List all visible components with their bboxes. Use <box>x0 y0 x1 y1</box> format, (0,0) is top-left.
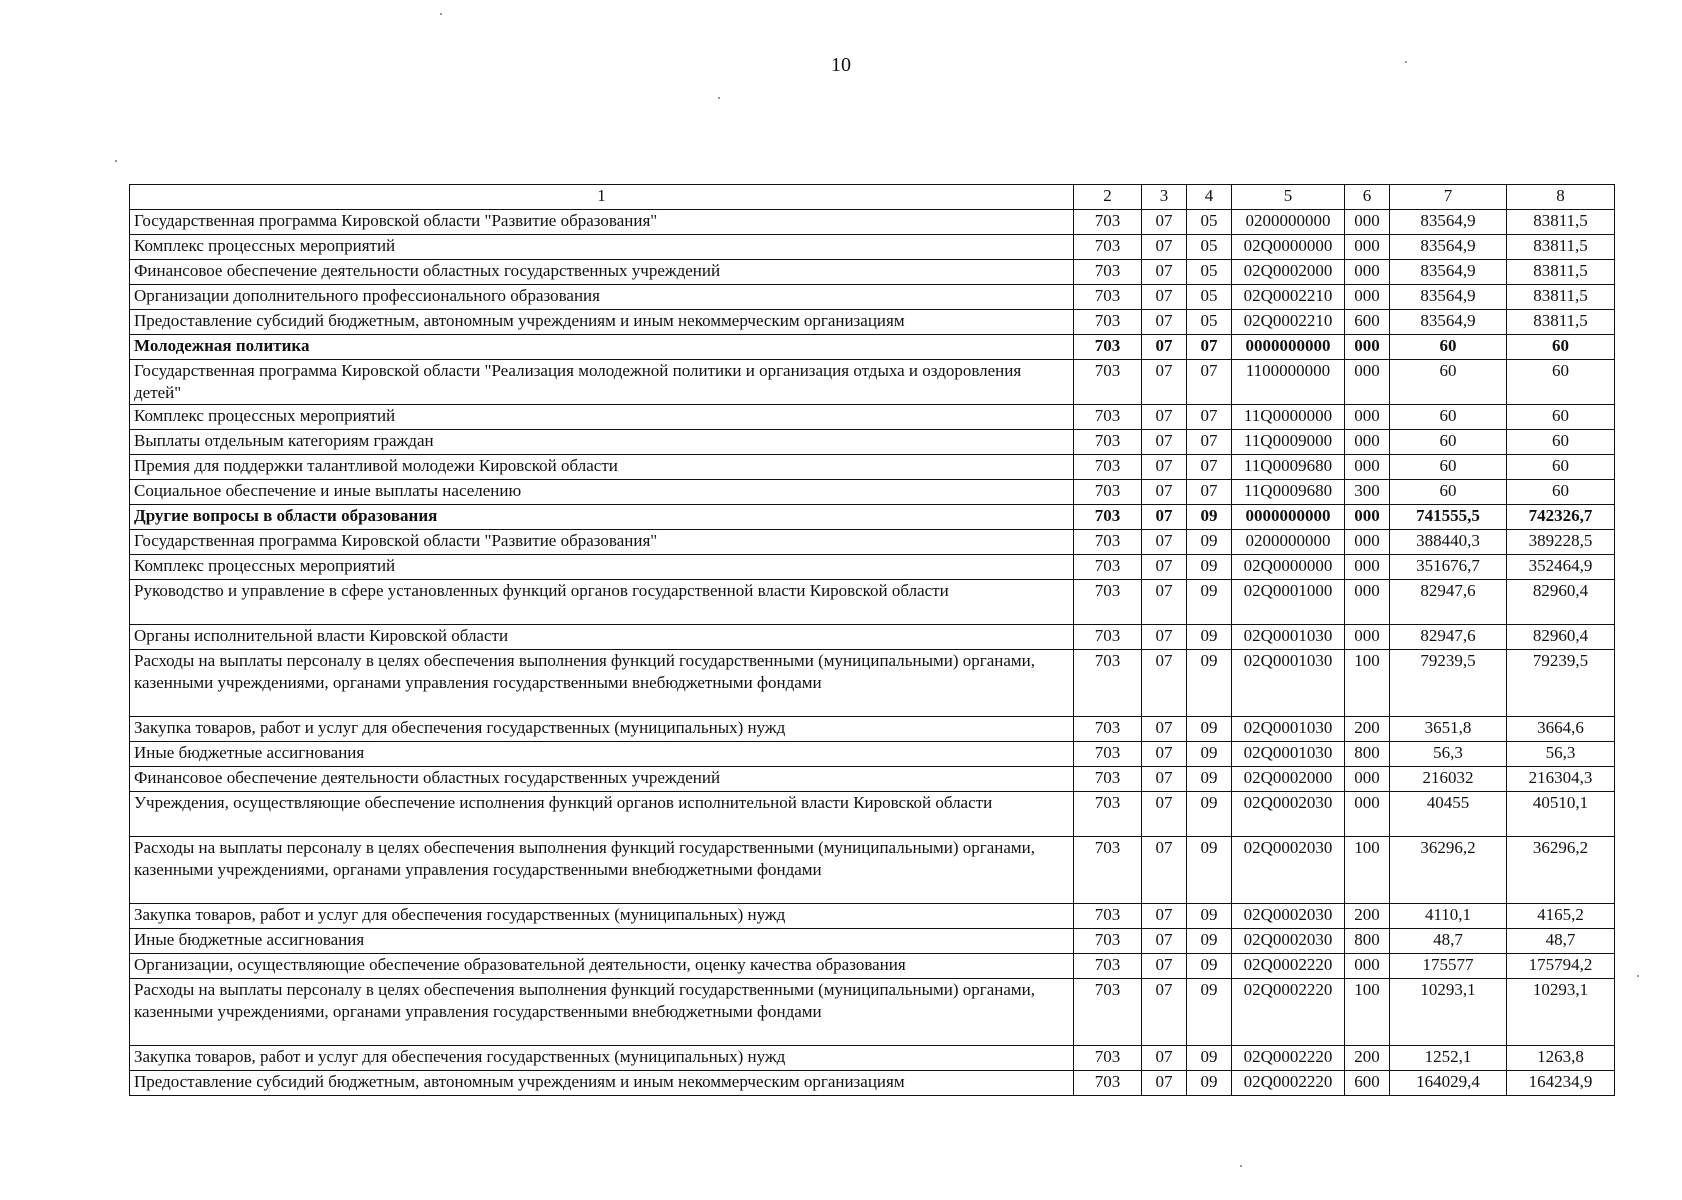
table-row <box>130 235 1615 260</box>
row-name-cell: Закупка товаров, работ и услуг для обеспечения государственных (муниципальных) нужд <box>130 717 1074 742</box>
amount-year1-cell: 60 <box>1390 405 1507 430</box>
section-cell: 07 <box>1142 904 1187 929</box>
expense-type-cell: 600 <box>1345 1071 1390 1096</box>
ministry-code-cell: 703 <box>1074 742 1142 767</box>
amount-year1-cell: 741555,5 <box>1390 505 1507 530</box>
amount-year1-cell: 83564,9 <box>1390 260 1507 285</box>
row-name-cell: Государственная программа Кировской области "Реализация молодежной политики и организация отдыха и оздоровления детей" <box>130 360 1074 405</box>
amount-year1-cell: 60 <box>1390 455 1507 480</box>
section-cell: 07 <box>1142 335 1187 360</box>
row-name-cell: Расходы на выплаты персоналу в целях обеспечения выполнения функций государственными (муниципальными) органами, казенными учреждениями, органами управления государственными внебюджетными фондами <box>130 650 1074 717</box>
amount-year2-cell: 83811,5 <box>1507 310 1615 335</box>
amount-year2-cell: 742326,7 <box>1507 505 1615 530</box>
ministry-code-cell: 703 <box>1074 505 1142 530</box>
expense-type-cell: 000 <box>1345 260 1390 285</box>
row-name-cell: Организации, осуществляющие обеспечение образовательной деятельности, оценку качества образования <box>130 954 1074 979</box>
column-header: 3 <box>1142 185 1187 210</box>
expense-type-cell: 100 <box>1345 837 1390 904</box>
section-cell: 07 <box>1142 1071 1187 1096</box>
amount-year2-cell: 79239,5 <box>1507 650 1615 717</box>
table-row <box>130 904 1615 929</box>
target-article-cell: 02Q0001030 <box>1232 625 1345 650</box>
target-article-cell: 02Q0002220 <box>1232 979 1345 1046</box>
amount-year1-cell: 164029,4 <box>1390 1071 1507 1096</box>
expense-type-cell: 100 <box>1345 979 1390 1046</box>
subsection-cell: 09 <box>1187 505 1232 530</box>
target-article-cell: 02Q0002000 <box>1232 767 1345 792</box>
subsection-cell: 05 <box>1187 285 1232 310</box>
table-row <box>130 530 1615 555</box>
table-row <box>130 650 1615 717</box>
table-row <box>130 717 1615 742</box>
section-cell: 07 <box>1142 929 1187 954</box>
table-row <box>130 580 1615 625</box>
target-article-cell: 02Q0002030 <box>1232 904 1345 929</box>
amount-year2-cell: 175794,2 <box>1507 954 1615 979</box>
ministry-code-cell: 703 <box>1074 650 1142 717</box>
table-row <box>130 335 1615 360</box>
target-article-cell: 11Q0009680 <box>1232 455 1345 480</box>
table-row <box>130 360 1615 405</box>
subsection-cell: 09 <box>1187 929 1232 954</box>
table-row <box>130 792 1615 837</box>
ministry-code-cell: 703 <box>1074 285 1142 310</box>
expense-type-cell: 000 <box>1345 954 1390 979</box>
section-cell: 07 <box>1142 210 1187 235</box>
amount-year2-cell: 216304,3 <box>1507 767 1615 792</box>
target-article-cell: 1100000000 <box>1232 360 1345 405</box>
page-number: 10 <box>831 54 851 76</box>
section-cell: 07 <box>1142 1046 1187 1071</box>
ministry-code-cell: 703 <box>1074 555 1142 580</box>
ministry-code-cell: 703 <box>1074 767 1142 792</box>
amount-year2-cell: 3664,6 <box>1507 717 1615 742</box>
amount-year1-cell: 351676,7 <box>1390 555 1507 580</box>
ministry-code-cell: 703 <box>1074 717 1142 742</box>
row-name-cell: Иные бюджетные ассигнования <box>130 929 1074 954</box>
amount-year1-cell: 10293,1 <box>1390 979 1507 1046</box>
ministry-code-cell: 703 <box>1074 235 1142 260</box>
ministry-code-cell: 703 <box>1074 360 1142 405</box>
column-header: 6 <box>1345 185 1390 210</box>
row-name-cell: Финансовое обеспечение деятельности областных государственных учреждений <box>130 767 1074 792</box>
amount-year2-cell: 40510,1 <box>1507 792 1615 837</box>
section-cell: 07 <box>1142 360 1187 405</box>
ministry-code-cell: 703 <box>1074 625 1142 650</box>
amount-year2-cell: 36296,2 <box>1507 837 1615 904</box>
target-article-cell: 0200000000 <box>1232 210 1345 235</box>
expense-type-cell: 000 <box>1345 555 1390 580</box>
budget-table <box>129 184 1615 1096</box>
section-cell: 07 <box>1142 650 1187 717</box>
amount-year1-cell: 83564,9 <box>1390 235 1507 260</box>
section-cell: 07 <box>1142 767 1187 792</box>
table-row <box>130 979 1615 1046</box>
expense-type-cell: 000 <box>1345 767 1390 792</box>
subsection-cell: 09 <box>1187 954 1232 979</box>
ministry-code-cell: 703 <box>1074 1046 1142 1071</box>
table-row <box>130 742 1615 767</box>
table-row <box>130 260 1615 285</box>
section-cell: 07 <box>1142 625 1187 650</box>
subsection-cell: 09 <box>1187 717 1232 742</box>
subsection-cell: 09 <box>1187 1046 1232 1071</box>
ministry-code-cell: 703 <box>1074 530 1142 555</box>
amount-year2-cell: 60 <box>1507 455 1615 480</box>
amount-year1-cell: 175577 <box>1390 954 1507 979</box>
ministry-code-cell: 703 <box>1074 904 1142 929</box>
expense-type-cell: 000 <box>1345 580 1390 625</box>
row-name-cell: Закупка товаров, работ и услуг для обеспечения государственных (муниципальных) нужд <box>130 904 1074 929</box>
section-cell: 07 <box>1142 310 1187 335</box>
ministry-code-cell: 703 <box>1074 430 1142 455</box>
subsection-cell: 07 <box>1187 335 1232 360</box>
amount-year2-cell: 60 <box>1507 430 1615 455</box>
target-article-cell: 02Q0002220 <box>1232 1046 1345 1071</box>
section-cell: 07 <box>1142 405 1187 430</box>
ministry-code-cell: 703 <box>1074 792 1142 837</box>
target-article-cell: 02Q0002000 <box>1232 260 1345 285</box>
table-row <box>130 505 1615 530</box>
subsection-cell: 07 <box>1187 430 1232 455</box>
amount-year1-cell: 40455 <box>1390 792 1507 837</box>
ministry-code-cell: 703 <box>1074 837 1142 904</box>
row-name-cell: Комплекс процессных мероприятий <box>130 405 1074 430</box>
ministry-code-cell: 703 <box>1074 210 1142 235</box>
table-row <box>130 310 1615 335</box>
amount-year1-cell: 60 <box>1390 335 1507 360</box>
ministry-code-cell: 703 <box>1074 335 1142 360</box>
table-row <box>130 1046 1615 1071</box>
ministry-code-cell: 703 <box>1074 405 1142 430</box>
target-article-cell: 11Q0009000 <box>1232 430 1345 455</box>
row-name-cell: Молодежная политика <box>130 335 1074 360</box>
expense-type-cell: 600 <box>1345 310 1390 335</box>
expense-type-cell: 200 <box>1345 904 1390 929</box>
section-cell: 07 <box>1142 530 1187 555</box>
subsection-cell: 07 <box>1187 405 1232 430</box>
column-header: 7 <box>1390 185 1507 210</box>
amount-year2-cell: 82960,4 <box>1507 580 1615 625</box>
amount-year1-cell: 60 <box>1390 480 1507 505</box>
row-name-cell: Финансовое обеспечение деятельности областных государственных учреждений <box>130 260 1074 285</box>
target-article-cell: 11Q0009680 <box>1232 480 1345 505</box>
table-row <box>130 430 1615 455</box>
ministry-code-cell: 703 <box>1074 260 1142 285</box>
row-name-cell: Социальное обеспечение и иные выплаты населению <box>130 480 1074 505</box>
amount-year2-cell: 83811,5 <box>1507 235 1615 260</box>
amount-year1-cell: 1252,1 <box>1390 1046 1507 1071</box>
scan-speck <box>1405 61 1407 63</box>
section-cell: 07 <box>1142 979 1187 1046</box>
expense-type-cell: 000 <box>1345 455 1390 480</box>
section-cell: 07 <box>1142 260 1187 285</box>
row-name-cell: Государственная программа Кировской области "Развитие образования" <box>130 530 1074 555</box>
section-cell: 07 <box>1142 792 1187 837</box>
subsection-cell: 07 <box>1187 455 1232 480</box>
amount-year1-cell: 83564,9 <box>1390 285 1507 310</box>
subsection-cell: 05 <box>1187 235 1232 260</box>
section-cell: 07 <box>1142 717 1187 742</box>
amount-year1-cell: 216032 <box>1390 767 1507 792</box>
row-name-cell: Комплекс процессных мероприятий <box>130 235 1074 260</box>
target-article-cell: 02Q0001030 <box>1232 742 1345 767</box>
amount-year2-cell: 83811,5 <box>1507 210 1615 235</box>
subsection-cell: 07 <box>1187 480 1232 505</box>
expense-type-cell: 200 <box>1345 717 1390 742</box>
row-name-cell: Предоставление субсидий бюджетным, автономным учреждениям и иным некоммерческим организациям <box>130 310 1074 335</box>
amount-year1-cell: 388440,3 <box>1390 530 1507 555</box>
amount-year1-cell: 60 <box>1390 360 1507 405</box>
target-article-cell: 02Q0002030 <box>1232 837 1345 904</box>
expense-type-cell: 000 <box>1345 360 1390 405</box>
subsection-cell: 09 <box>1187 767 1232 792</box>
amount-year1-cell: 48,7 <box>1390 929 1507 954</box>
section-cell: 07 <box>1142 285 1187 310</box>
subsection-cell: 05 <box>1187 210 1232 235</box>
row-name-cell: Расходы на выплаты персоналу в целях обеспечения выполнения функций государственными (муниципальными) органами, казенными учреждениями, органами управления государственными внебюджетными фондами <box>130 979 1074 1046</box>
section-cell: 07 <box>1142 430 1187 455</box>
row-name-cell: Выплаты отдельным категориям граждан <box>130 430 1074 455</box>
scan-speck <box>718 97 720 99</box>
expense-type-cell: 000 <box>1345 625 1390 650</box>
target-article-cell: 0200000000 <box>1232 530 1345 555</box>
target-article-cell: 02Q0000000 <box>1232 235 1345 260</box>
amount-year2-cell: 60 <box>1507 405 1615 430</box>
subsection-cell: 09 <box>1187 742 1232 767</box>
row-name-cell: Организации дополнительного профессионального образования <box>130 285 1074 310</box>
scan-speck <box>1240 1165 1242 1167</box>
table-row <box>130 1071 1615 1096</box>
subsection-cell: 09 <box>1187 530 1232 555</box>
table-row <box>130 405 1615 430</box>
expense-type-cell: 000 <box>1345 792 1390 837</box>
expense-type-cell: 000 <box>1345 335 1390 360</box>
target-article-cell: 02Q0002210 <box>1232 285 1345 310</box>
amount-year2-cell: 1263,8 <box>1507 1046 1615 1071</box>
subsection-cell: 09 <box>1187 979 1232 1046</box>
amount-year1-cell: 3651,8 <box>1390 717 1507 742</box>
expense-type-cell: 000 <box>1345 505 1390 530</box>
amount-year1-cell: 56,3 <box>1390 742 1507 767</box>
scan-speck <box>1637 975 1639 977</box>
amount-year2-cell: 352464,9 <box>1507 555 1615 580</box>
ministry-code-cell: 703 <box>1074 455 1142 480</box>
row-name-cell: Комплекс процессных мероприятий <box>130 555 1074 580</box>
ministry-code-cell: 703 <box>1074 979 1142 1046</box>
section-cell: 07 <box>1142 235 1187 260</box>
amount-year1-cell: 83564,9 <box>1390 310 1507 335</box>
row-name-cell: Расходы на выплаты персоналу в целях обеспечения выполнения функций государственными (муниципальными) органами, казенными учреждениями, органами управления государственными внебюджетными фондами <box>130 837 1074 904</box>
scan-speck <box>440 13 442 15</box>
scan-speck <box>115 160 117 162</box>
table-header-row <box>130 185 1615 210</box>
row-name-cell: Закупка товаров, работ и услуг для обеспечения государственных (муниципальных) нужд <box>130 1046 1074 1071</box>
row-name-cell: Органы исполнительной власти Кировской области <box>130 625 1074 650</box>
expense-type-cell: 000 <box>1345 210 1390 235</box>
row-name-cell: Предоставление субсидий бюджетным, автономным учреждениям и иным некоммерческим организациям <box>130 1071 1074 1096</box>
amount-year1-cell: 60 <box>1390 430 1507 455</box>
target-article-cell: 02Q0002210 <box>1232 310 1345 335</box>
expense-type-cell: 800 <box>1345 929 1390 954</box>
amount-year1-cell: 82947,6 <box>1390 625 1507 650</box>
amount-year1-cell: 36296,2 <box>1390 837 1507 904</box>
amount-year2-cell: 83811,5 <box>1507 260 1615 285</box>
subsection-cell: 09 <box>1187 625 1232 650</box>
amount-year1-cell: 82947,6 <box>1390 580 1507 625</box>
amount-year2-cell: 82960,4 <box>1507 625 1615 650</box>
amount-year1-cell: 4110,1 <box>1390 904 1507 929</box>
amount-year2-cell: 389228,5 <box>1507 530 1615 555</box>
target-article-cell: 02Q0001000 <box>1232 580 1345 625</box>
expense-type-cell: 800 <box>1345 742 1390 767</box>
expense-type-cell: 100 <box>1345 650 1390 717</box>
ministry-code-cell: 703 <box>1074 310 1142 335</box>
column-header: 5 <box>1232 185 1345 210</box>
table-row <box>130 210 1615 235</box>
subsection-cell: 05 <box>1187 310 1232 335</box>
row-name-cell: Учреждения, осуществляющие обеспечение исполнения функций органов исполнительной власти Кировской области <box>130 792 1074 837</box>
table-row <box>130 480 1615 505</box>
subsection-cell: 05 <box>1187 260 1232 285</box>
ministry-code-cell: 703 <box>1074 954 1142 979</box>
amount-year2-cell: 48,7 <box>1507 929 1615 954</box>
expense-type-cell: 000 <box>1345 405 1390 430</box>
target-article-cell: 02Q0002030 <box>1232 792 1345 837</box>
subsection-cell: 07 <box>1187 360 1232 405</box>
amount-year2-cell: 4165,2 <box>1507 904 1615 929</box>
amount-year2-cell: 10293,1 <box>1507 979 1615 1046</box>
amount-year1-cell: 79239,5 <box>1390 650 1507 717</box>
section-cell: 07 <box>1142 742 1187 767</box>
subsection-cell: 09 <box>1187 555 1232 580</box>
target-article-cell: 02Q0001030 <box>1232 650 1345 717</box>
table-row <box>130 555 1615 580</box>
subsection-cell: 09 <box>1187 650 1232 717</box>
section-cell: 07 <box>1142 480 1187 505</box>
amount-year2-cell: 164234,9 <box>1507 1071 1615 1096</box>
expense-type-cell: 000 <box>1345 430 1390 455</box>
column-header: 1 <box>130 185 1074 210</box>
target-article-cell: 02Q0002220 <box>1232 954 1345 979</box>
table-row <box>130 837 1615 904</box>
section-cell: 07 <box>1142 455 1187 480</box>
table-row <box>130 455 1615 480</box>
amount-year2-cell: 60 <box>1507 480 1615 505</box>
subsection-cell: 09 <box>1187 1071 1232 1096</box>
table-row <box>130 625 1615 650</box>
table-row <box>130 767 1615 792</box>
amount-year2-cell: 60 <box>1507 335 1615 360</box>
amount-year1-cell: 83564,9 <box>1390 210 1507 235</box>
expense-type-cell: 000 <box>1345 530 1390 555</box>
target-article-cell: 02Q0000000 <box>1232 555 1345 580</box>
target-article-cell: 02Q0001030 <box>1232 717 1345 742</box>
ministry-code-cell: 703 <box>1074 580 1142 625</box>
subsection-cell: 09 <box>1187 904 1232 929</box>
expense-type-cell: 300 <box>1345 480 1390 505</box>
target-article-cell: 02Q0002220 <box>1232 1071 1345 1096</box>
row-name-cell: Иные бюджетные ассигнования <box>130 742 1074 767</box>
expense-type-cell: 200 <box>1345 1046 1390 1071</box>
ministry-code-cell: 703 <box>1074 480 1142 505</box>
amount-year2-cell: 83811,5 <box>1507 285 1615 310</box>
table-body <box>130 185 1615 1096</box>
section-cell: 07 <box>1142 505 1187 530</box>
column-header: 8 <box>1507 185 1615 210</box>
ministry-code-cell: 703 <box>1074 929 1142 954</box>
target-article-cell: 02Q0002030 <box>1232 929 1345 954</box>
subsection-cell: 09 <box>1187 837 1232 904</box>
column-header: 2 <box>1074 185 1142 210</box>
expense-type-cell: 000 <box>1345 235 1390 260</box>
table-row <box>130 929 1615 954</box>
subsection-cell: 09 <box>1187 580 1232 625</box>
ministry-code-cell: 703 <box>1074 1071 1142 1096</box>
section-cell: 07 <box>1142 555 1187 580</box>
amount-year2-cell: 56,3 <box>1507 742 1615 767</box>
target-article-cell: 0000000000 <box>1232 335 1345 360</box>
column-header: 4 <box>1187 185 1232 210</box>
expense-type-cell: 000 <box>1345 285 1390 310</box>
section-cell: 07 <box>1142 837 1187 904</box>
amount-year2-cell: 60 <box>1507 360 1615 405</box>
target-article-cell: 11Q0000000 <box>1232 405 1345 430</box>
row-name-cell: Премия для поддержки талантливой молодежи Кировской области <box>130 455 1074 480</box>
target-article-cell: 0000000000 <box>1232 505 1345 530</box>
row-name-cell: Руководство и управление в сфере установленных функций органов государственной власти Кировской области <box>130 580 1074 625</box>
subsection-cell: 09 <box>1187 792 1232 837</box>
section-cell: 07 <box>1142 954 1187 979</box>
table-row <box>130 285 1615 310</box>
row-name-cell: Государственная программа Кировской области "Развитие образования" <box>130 210 1074 235</box>
table-row <box>130 954 1615 979</box>
row-name-cell: Другие вопросы в области образования <box>130 505 1074 530</box>
section-cell: 07 <box>1142 580 1187 625</box>
